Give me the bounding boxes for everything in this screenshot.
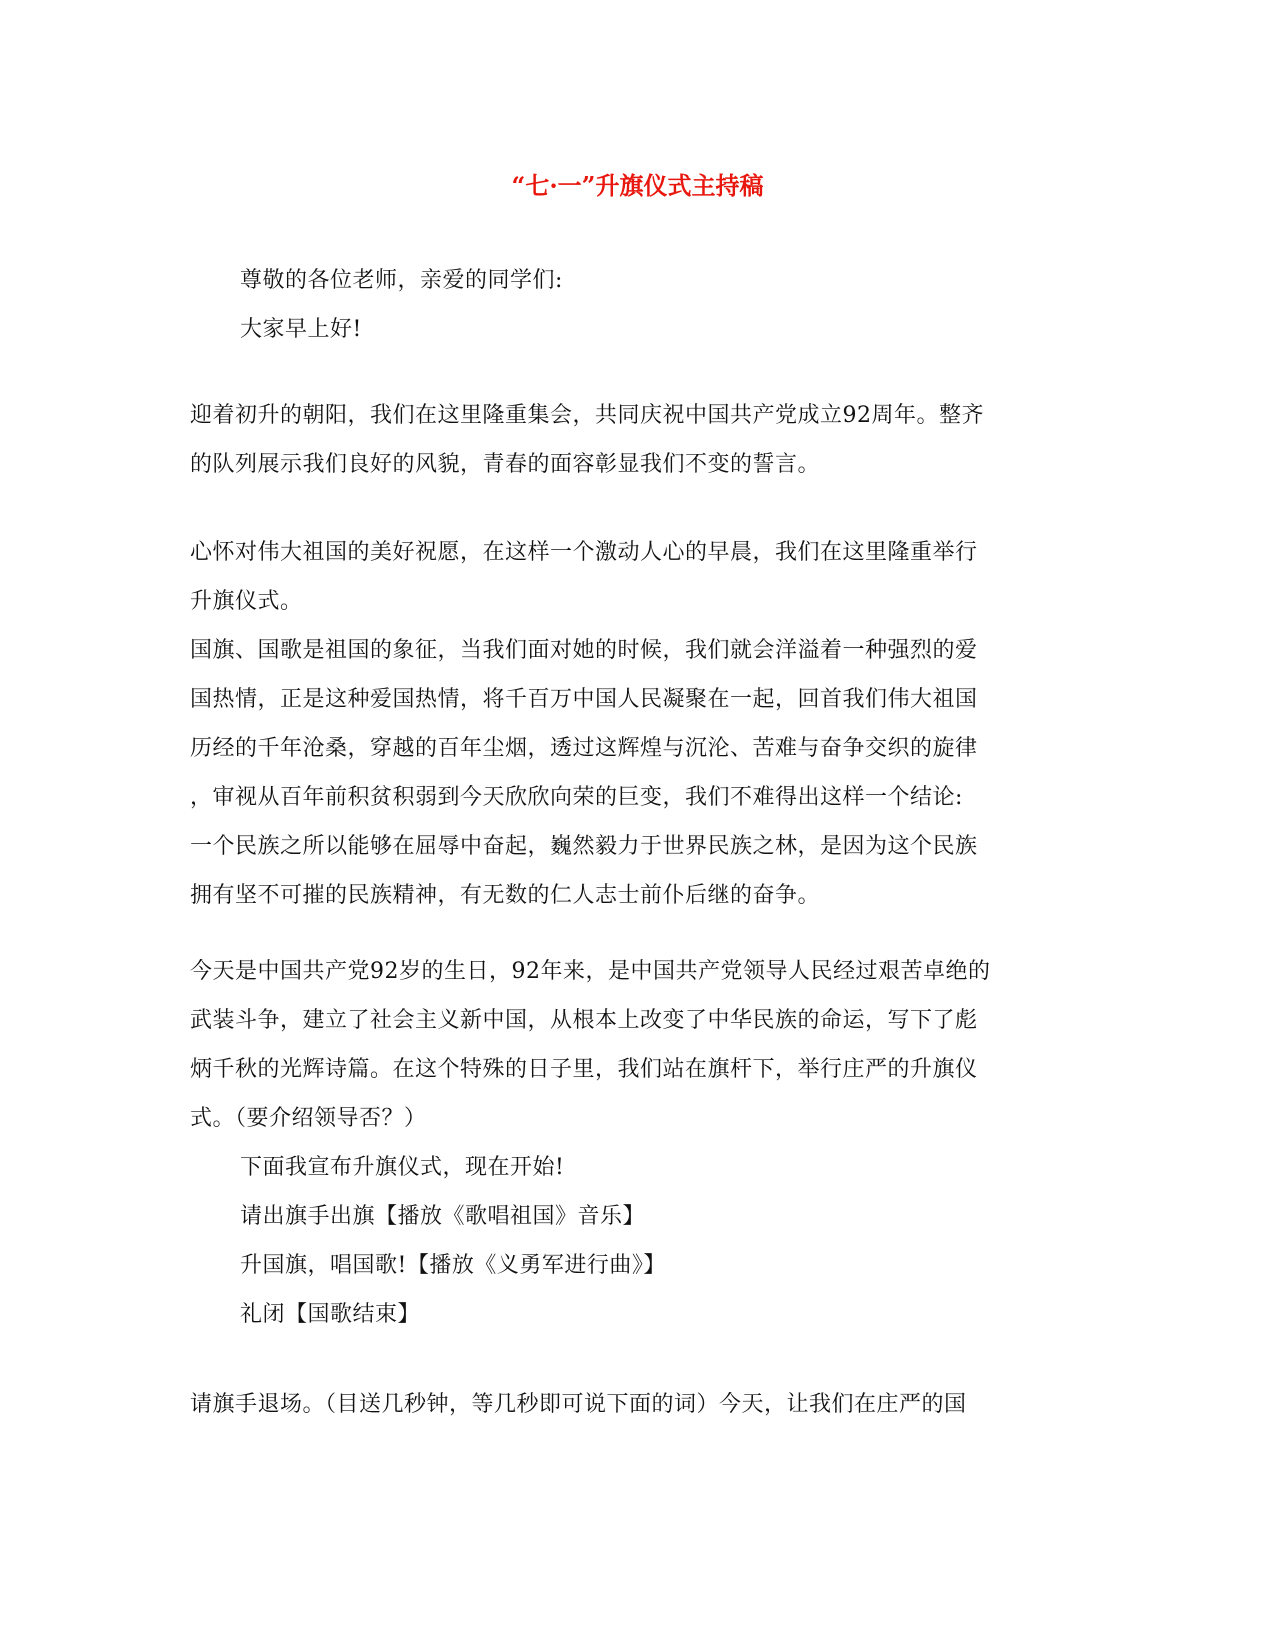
greeting-line: 尊敬的各位老师，亲爱的同学们: (240, 268, 563, 293)
ceremony-step: 礼闭【国歌结束】 (240, 1302, 421, 1327)
paragraph-line: 拥有坚不可摧的民族精神，有无数的仁人志士前仆后继的奋争。 (190, 883, 821, 908)
paragraph-flag-anthem (190, 528, 1070, 920)
ceremony-steps (190, 1143, 1070, 1339)
paragraph-line: 历经的千年沧桑，穿越的百年尘烟，透过这辉煌与沉沦、苦难与奋争交织的旋律 (190, 736, 978, 761)
paragraph-line: 的队列展示我们良好的风貌，青春的面容彰显我们不变的誓言。 (190, 452, 821, 477)
paragraph-line: 请旗手退场。（目送几秒钟，等几秒即可说下面的词）今天，让我们在庄严的国 (190, 1392, 967, 1417)
paragraph-line: 迎着初升的朝阳，我们在这里隆重集会，共同庆祝中国共产党成立92周年。整齐 (190, 403, 984, 428)
paragraph-party-birthday (190, 947, 1070, 1143)
document-title: “七·一”升旗仪式主持稿 (511, 171, 764, 200)
paragraph-celebration (190, 391, 1070, 489)
greeting-line: 大家早上好! (240, 317, 362, 342)
paragraph-line: 一个民族之所以能够在屈辱中奋起，巍然毅力于世界民族之林，是因为这个民族 (190, 834, 978, 859)
paragraph-closing (190, 1380, 1070, 1429)
paragraph-line: 国旗、国歌是祖国的象征，当我们面对她的时候，我们就会洋溢着一种强烈的爱 (190, 638, 978, 663)
paragraph-line: 炳千秋的光辉诗篇。在这个特殊的日子里，我们站在旗杆下，举行庄严的升旗仪 (190, 1057, 978, 1082)
paragraph-line: 今天是中国共产党92岁的生日，92年来，是中国共产党领导人民经过艰苦卓绝的 (190, 959, 991, 984)
ceremony-step: 请出旗手出旗【播放《歌唱祖国》音乐】 (240, 1204, 646, 1229)
paragraph-line: 国热情，正是这种爱国热情，将千百万中国人民凝聚在一起，回首我们伟大祖国 (190, 687, 978, 712)
paragraph-line: 升旗仪式。 (190, 589, 303, 614)
paragraph-line: 式。（要介绍领导否？） (190, 1106, 427, 1131)
paragraph-line: 武装斗争，建立了社会主义新中国，从根本上改变了中华民族的命运，写下了彪 (190, 1008, 978, 1033)
paragraph-line: 心怀对伟大祖国的美好祝愿，在这样一个激动人心的早晨，我们在这里隆重举行 (190, 540, 978, 565)
paragraph-line: ，审视从百年前积贫积弱到今天欣欣向荣的巨变，我们不难得出这样一个结论: (190, 785, 963, 810)
greeting-block (190, 256, 1070, 354)
ceremony-step: 升国旗，唱国歌!【播放《义勇军进行曲》】 (240, 1253, 666, 1278)
ceremony-step: 下面我宣布升旗仪式，现在开始! (240, 1155, 565, 1180)
